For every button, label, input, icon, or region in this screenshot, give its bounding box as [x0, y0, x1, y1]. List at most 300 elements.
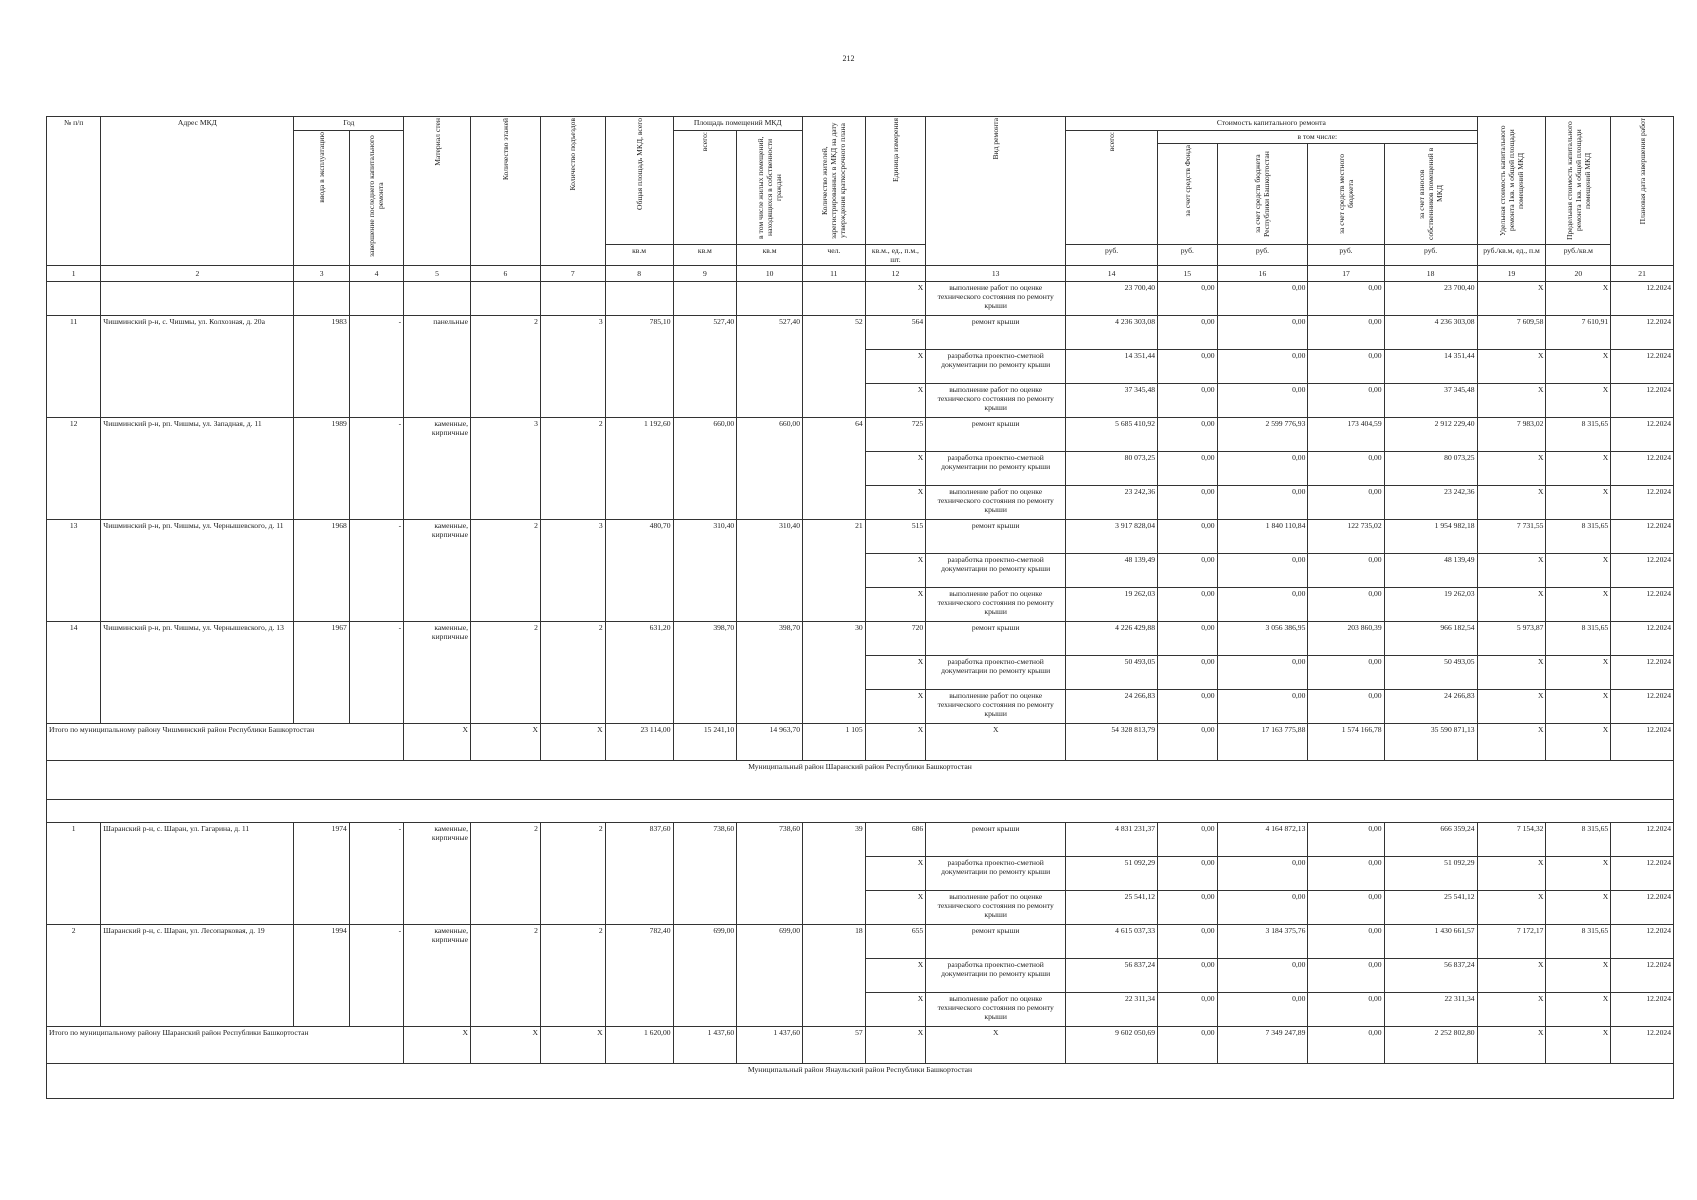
cell-work: ремонт крыши: [926, 622, 1066, 656]
cell-plan-date: 12.2024: [1611, 1027, 1674, 1064]
cell-unit: 725: [865, 418, 926, 452]
cell-cost-fund: 0,00: [1158, 452, 1218, 486]
hdr-premises-private: в том числе жилых помещений, находящихся в собственности граждан: [756, 136, 784, 239]
unit-rub: руб.: [1384, 245, 1477, 266]
hdr-unit-cost: Удельная стоимость капитального ремонта 1кв. м общей площади помещений МКД: [1498, 125, 1525, 236]
cell-plan-date: 12.2024: [1611, 350, 1674, 384]
cell-cost-local: 0,00: [1308, 282, 1384, 316]
cell-unit: 564: [865, 316, 926, 350]
hdr-plan-date: Плановая дата завершения работ: [1637, 118, 1647, 225]
cell-unit: X: [865, 993, 926, 1027]
cell-cost-total: 48 139,49: [1066, 554, 1158, 588]
cell-cost-fund: 0,00: [1158, 959, 1218, 993]
col-num: 21: [1611, 266, 1674, 282]
cell-premises-total: 660,00: [673, 418, 737, 520]
cell-floors: 2: [470, 520, 540, 622]
cell-premises-total: 15 241,10: [673, 724, 737, 761]
cell-premises-total: 1 437,60: [673, 1027, 737, 1064]
cell-unit: X: [865, 486, 926, 520]
col-num: 13: [926, 266, 1066, 282]
cell-cost-local: 0,00: [1308, 350, 1384, 384]
cell-plan-date: 12.2024: [1611, 823, 1674, 857]
col-num: 16: [1217, 266, 1308, 282]
cell-unit: X: [865, 656, 926, 690]
cell-year-last-repair: -: [349, 622, 403, 724]
unit-sqm: кв.м: [673, 245, 737, 266]
cell-wall-material: каменные, кирпичные: [404, 823, 471, 925]
cell-cost-total: 5 685 410,92: [1066, 418, 1158, 452]
cell-cost-fund: 0,00: [1158, 690, 1218, 724]
cell-cost-total: 4 615 037,33: [1066, 925, 1158, 959]
cell-residents: 52: [803, 316, 866, 418]
cell-cost-fund: 0,00: [1158, 925, 1218, 959]
cell-cost-republic: 0,00: [1217, 690, 1308, 724]
cell-cost-owners: 1 954 982,18: [1384, 520, 1477, 554]
cell-unit-cost: X: [1477, 690, 1546, 724]
cell-plan-date: 12.2024: [1611, 554, 1674, 588]
cell-unit: 686: [865, 823, 926, 857]
hdr-incl: в том числе:: [1158, 131, 1478, 144]
cell-floors: 2: [470, 622, 540, 724]
cell-cost-republic: 7 349 247,89: [1217, 1027, 1308, 1064]
cell-cost-republic: 0,00: [1217, 588, 1308, 622]
column-numbers-row: [47, 266, 1674, 282]
cell-cost-fund: 0,00: [1158, 350, 1218, 384]
cell-plan-date: 12.2024: [1611, 282, 1674, 316]
hdr-premises-area: Площадь помещений МКД: [673, 117, 802, 131]
cell-cost-owners: 56 837,24: [1384, 959, 1477, 993]
cell-year-last-repair: -: [349, 520, 403, 622]
cell-premises-total: 527,40: [673, 316, 737, 418]
cell-cost-fund: 0,00: [1158, 316, 1218, 350]
cell-address: Шаранский р-н, с. Шаран, ул. Гагарина, д. 11: [101, 823, 294, 925]
hdr-residents: Количество жителей, зарегистрированных в МКД на дату утверждения краткосрочного плана: [820, 122, 848, 239]
cell-cost-fund: 0,00: [1158, 520, 1218, 554]
cell-plan-date: 12.2024: [1611, 316, 1674, 350]
cell-cost-owners: 23 242,36: [1384, 486, 1477, 520]
cell-residents: 21: [803, 520, 866, 622]
total-label: Итого по муниципальному району Шаранский район Республики Башкортостан: [47, 1027, 404, 1064]
cell-cost-republic: 0,00: [1217, 891, 1308, 925]
cell-premises-private: 527,40: [737, 316, 803, 418]
cell-unit-cost: 7 172,17: [1477, 925, 1546, 959]
cell-max-cost: X: [1546, 959, 1611, 993]
cell-unit-cost: X: [1477, 554, 1546, 588]
table-row: [47, 282, 1674, 316]
cell-cost-owners: 48 139,49: [1384, 554, 1477, 588]
cell-work: разработка проектно-сметной документации по ремонту крыши: [926, 959, 1066, 993]
unit-rub: руб.: [1308, 245, 1384, 266]
cell-unit: X: [865, 891, 926, 925]
cell-unit: X: [865, 350, 926, 384]
cell-max-cost: X: [1546, 282, 1611, 316]
cell-premises-private: 738,60: [737, 823, 803, 925]
cell-unit: X: [865, 690, 926, 724]
cell-cost-fund: 0,00: [1158, 418, 1218, 452]
cell-max-cost: X: [1546, 384, 1611, 418]
cell-max-cost: X: [1546, 857, 1611, 891]
cell-wall-material: X: [404, 724, 471, 761]
cell-cost-owners: 2 912 229,40: [1384, 418, 1477, 452]
cell-cost-total: 4 831 231,37: [1066, 823, 1158, 857]
hdr-entrances: Количество подъездов: [568, 118, 578, 191]
cell-cost-total: 37 345,48: [1066, 384, 1158, 418]
section-title: Муниципальный район Янаульский район Республики Башкортостан: [47, 1064, 1674, 1099]
cell-unit-cost: X: [1477, 384, 1546, 418]
cell-plan-date: 12.2024: [1611, 993, 1674, 1027]
cell-unit-cost: X: [1477, 1027, 1546, 1064]
cell-cost-republic: 0,00: [1217, 452, 1308, 486]
cell-cost-republic: 0,00: [1217, 959, 1308, 993]
cell-residents: 18: [803, 925, 866, 1027]
table-row: [47, 925, 1674, 959]
table-row: [47, 418, 1674, 452]
cell-total-area: 23 114,00: [605, 724, 673, 761]
cell-premises-total: 398,70: [673, 622, 737, 724]
cell-cost-total: 23 242,36: [1066, 486, 1158, 520]
unit-rub-unit: руб./кв.м, ед., п.м: [1477, 245, 1546, 266]
cell-unit: X: [865, 282, 926, 316]
cell-cost-owners: 51 092,29: [1384, 857, 1477, 891]
cell-entrances: 3: [540, 316, 605, 418]
cell-wall-material: каменные, кирпичные: [404, 925, 471, 1027]
cell-max-cost: X: [1546, 588, 1611, 622]
hdr-unit: Единица измерения: [890, 118, 900, 182]
cell-max-cost: X: [1546, 993, 1611, 1027]
col-num: 2: [101, 266, 294, 282]
cell-max-cost: 8 315,65: [1546, 520, 1611, 554]
cell-cost-total: 50 493,05: [1066, 656, 1158, 690]
cell-max-cost: 8 315,65: [1546, 418, 1611, 452]
hdr-floors: Количество этажей: [500, 118, 510, 181]
cell-premises-private: 310,40: [737, 520, 803, 622]
section-row: [47, 761, 1674, 800]
cell-floors: 2: [470, 823, 540, 925]
cell-work: выполнение работ по оценке технического состояния по ремонту крыши: [926, 891, 1066, 925]
unit-rub: руб.: [1217, 245, 1308, 266]
cell-residents: 39: [803, 823, 866, 925]
cell-premises-total: 310,40: [673, 520, 737, 622]
cell-unit-cost: 7 983,02: [1477, 418, 1546, 452]
cell-cost-total: 56 837,24: [1066, 959, 1158, 993]
cell-n: 1: [47, 823, 101, 925]
cell-cost-total: 3 917 828,04: [1066, 520, 1158, 554]
cell-work: X: [926, 724, 1066, 761]
cell-max-cost: 8 315,65: [1546, 622, 1611, 656]
cell-entrances: 2: [540, 418, 605, 520]
table-row: [47, 823, 1674, 857]
cell-cost-fund: 0,00: [1158, 891, 1218, 925]
cell-plan-date: 12.2024: [1611, 891, 1674, 925]
cell-entrances: X: [540, 724, 605, 761]
cell-work: разработка проектно-сметной документации по ремонту крыши: [926, 452, 1066, 486]
section-row: [47, 1064, 1674, 1099]
cell-year-last-repair: -: [349, 823, 403, 925]
cell-cost-total: 54 328 813,79: [1066, 724, 1158, 761]
cell-unit: X: [865, 452, 926, 486]
cell-work: выполнение работ по оценке технического состояния по ремонту крыши: [926, 384, 1066, 418]
cell-n: 2: [47, 925, 101, 1027]
cell-unit-cost: 5 973,87: [1477, 622, 1546, 656]
cell-cost-republic: 0,00: [1217, 282, 1308, 316]
cell-cost-republic: 3 056 386,95: [1217, 622, 1308, 656]
col-num: 6: [470, 266, 540, 282]
cell-cost-total: 25 541,12: [1066, 891, 1158, 925]
cell-plan-date: 12.2024: [1611, 384, 1674, 418]
hdr-wall-material: Материал стен: [432, 118, 442, 166]
cell-max-cost: X: [1546, 350, 1611, 384]
cell-unit: 655: [865, 925, 926, 959]
table-row: [47, 622, 1674, 656]
cell-cost-local: 0,00: [1308, 690, 1384, 724]
cell-year-commission: 1983: [294, 316, 349, 418]
cell-work: ремонт крыши: [926, 823, 1066, 857]
cell-year-last-repair: -: [349, 316, 403, 418]
cell-max-cost: 8 315,65: [1546, 823, 1611, 857]
cell-total-area: 480,70: [605, 520, 673, 622]
unit-sqm: кв.м: [737, 245, 803, 266]
cell-plan-date: 12.2024: [1611, 418, 1674, 452]
cell-max-cost: X: [1546, 554, 1611, 588]
cell-plan-date: 12.2024: [1611, 690, 1674, 724]
cell-floors: X: [470, 1027, 540, 1064]
cell-cost-local: 0,00: [1308, 1027, 1384, 1064]
hdr-cost-total: всего:: [1107, 132, 1117, 152]
cell-cost-owners: 14 351,44: [1384, 350, 1477, 384]
hdr-n: № п/п: [47, 117, 101, 266]
cell-max-cost: X: [1546, 486, 1611, 520]
cell-max-cost: X: [1546, 690, 1611, 724]
cell-plan-date: 12.2024: [1611, 486, 1674, 520]
cell-work: ремонт крыши: [926, 316, 1066, 350]
cell-year-last-repair: -: [349, 925, 403, 1027]
cell-work: разработка проектно-сметной документации по ремонту крыши: [926, 656, 1066, 690]
col-num: 14: [1066, 266, 1158, 282]
cell-unit-cost: 7 731,55: [1477, 520, 1546, 554]
cell-wall-material: каменные, кирпичные: [404, 622, 471, 724]
cell-cost-local: 0,00: [1308, 891, 1384, 925]
unit-rub: руб.: [1158, 245, 1218, 266]
cell-plan-date: 12.2024: [1611, 656, 1674, 690]
cell-floors: 3: [470, 418, 540, 520]
cell-n: 13: [47, 520, 101, 622]
cell-cost-fund: 0,00: [1158, 282, 1218, 316]
cell-premises-private: 1 437,60: [737, 1027, 803, 1064]
cell-plan-date: 12.2024: [1611, 588, 1674, 622]
cell-cost-fund: 0,00: [1158, 724, 1218, 761]
cell-cost-republic: 0,00: [1217, 384, 1308, 418]
cell-year-commission: 1994: [294, 925, 349, 1027]
cell-address: Чишминский р-н, рп. Чишмы, ул. Чернышевского, д. 13: [101, 622, 294, 724]
cell-premises-private: 14 963,70: [737, 724, 803, 761]
cell-plan-date: 12.2024: [1611, 452, 1674, 486]
cell-cost-owners: 666 359,24: [1384, 823, 1477, 857]
cell-premises-private: 660,00: [737, 418, 803, 520]
cell-year-commission: 1968: [294, 520, 349, 622]
cell-cost-fund: 0,00: [1158, 1027, 1218, 1064]
cell-cost-total: 4 226 429,88: [1066, 622, 1158, 656]
hdr-cost-republic: за счет средств бюджета Республики Башкортостан: [1253, 151, 1272, 237]
cell-cost-owners: 24 266,83: [1384, 690, 1477, 724]
cell-residents: 64: [803, 418, 866, 520]
col-num: 15: [1158, 266, 1218, 282]
cell-work: выполнение работ по оценке технического состояния по ремонту крыши: [926, 690, 1066, 724]
cell-cost-local: 0,00: [1308, 959, 1384, 993]
cell-unit-cost: X: [1477, 993, 1546, 1027]
cell-cost-local: 0,00: [1308, 316, 1384, 350]
hdr-year-last-repair: завершение последнего капитального ремонта: [367, 135, 386, 257]
cell-cost-total: 19 262,03: [1066, 588, 1158, 622]
unit-rub-sqm: руб./кв.м: [1546, 245, 1611, 266]
cell-plan-date: 12.2024: [1611, 724, 1674, 761]
unit-rub: руб.: [1066, 245, 1158, 266]
cell-cost-total: 4 236 303,08: [1066, 316, 1158, 350]
cell-unit: X: [865, 959, 926, 993]
cell-cost-total: 23 700,40: [1066, 282, 1158, 316]
cell-cost-owners: 23 700,40: [1384, 282, 1477, 316]
cell-max-cost: 7 610,91: [1546, 316, 1611, 350]
col-num: 18: [1384, 266, 1477, 282]
cell-unit: X: [865, 588, 926, 622]
cell-wall-material: каменные, кирпичные: [404, 520, 471, 622]
cell-cost-local: 0,00: [1308, 554, 1384, 588]
col-num: 19: [1477, 266, 1546, 282]
cell-cost-republic: 0,00: [1217, 316, 1308, 350]
spacer-row: [47, 800, 1674, 823]
hdr-premises-total: всего:: [700, 132, 710, 152]
unit-sqm: кв.м: [605, 245, 673, 266]
cell-cost-owners: 35 590 871,13: [1384, 724, 1477, 761]
cell-cost-owners: 37 345,48: [1384, 384, 1477, 418]
cell-cost-local: 0,00: [1308, 656, 1384, 690]
cell-year-commission: 1989: [294, 418, 349, 520]
cell-cost-local: 0,00: [1308, 452, 1384, 486]
cell-cost-local: 122 735,02: [1308, 520, 1384, 554]
cell-total-area: 785,10: [605, 316, 673, 418]
cell-cost-republic: 2 599 776,93: [1217, 418, 1308, 452]
cell-cost-owners: 966 182,54: [1384, 622, 1477, 656]
cell-work: разработка проектно-сметной документации по ремонту крыши: [926, 554, 1066, 588]
hdr-total-area: Общая площадь МКД, всего: [634, 118, 644, 210]
cell-work: ремонт крыши: [926, 925, 1066, 959]
total-row: [47, 1027, 1674, 1064]
cell-unit-cost: X: [1477, 857, 1546, 891]
cell-n: 14: [47, 622, 101, 724]
cell-premises-total: 699,00: [673, 925, 737, 1027]
col-num: 8: [605, 266, 673, 282]
cell-plan-date: 12.2024: [1611, 925, 1674, 959]
hdr-cost-fund: за счет средств Фонда: [1182, 145, 1192, 217]
cell-cost-republic: 4 164 872,13: [1217, 823, 1308, 857]
cell-wall-material: X: [404, 1027, 471, 1064]
cell-cost-fund: 0,00: [1158, 656, 1218, 690]
cell-cost-fund: 0,00: [1158, 588, 1218, 622]
cell-wall-material: каменные, кирпичные: [404, 418, 471, 520]
cell-unit-cost: X: [1477, 959, 1546, 993]
cell-premises-private: 699,00: [737, 925, 803, 1027]
cell-total-area: 782,40: [605, 925, 673, 1027]
cell-cost-total: 14 351,44: [1066, 350, 1158, 384]
hdr-address: Адрес МКД: [101, 117, 294, 266]
cell-max-cost: X: [1546, 724, 1611, 761]
cell-cost-fund: 0,00: [1158, 554, 1218, 588]
cell-unit: 720: [865, 622, 926, 656]
cell-cost-republic: 0,00: [1217, 350, 1308, 384]
cell-max-cost: X: [1546, 1027, 1611, 1064]
hdr-max-cost: Предельная стоимость капитального ремонта 1кв. м общей площади помещений МКД: [1564, 121, 1592, 240]
total-label: Итого по муниципальному району Чишминский район Республики Башкортостан: [47, 724, 404, 761]
cell-cost-total: 22 311,34: [1066, 993, 1158, 1027]
table-row: [47, 520, 1674, 554]
cell-cost-local: 1 574 166,78: [1308, 724, 1384, 761]
hdr-cost-group: Стоимость капитального ремонта: [1066, 117, 1477, 131]
cell-max-cost: 8 315,65: [1546, 925, 1611, 959]
cell-work: разработка проектно-сметной документации по ремонту крыши: [926, 350, 1066, 384]
cell-cost-republic: 0,00: [1217, 554, 1308, 588]
cell-cost-fund: 0,00: [1158, 823, 1218, 857]
cell-max-cost: X: [1546, 891, 1611, 925]
col-num: 20: [1546, 266, 1611, 282]
cell-total-area: 631,20: [605, 622, 673, 724]
cell-wall-material: панельные: [404, 316, 471, 418]
cell-cost-fund: 0,00: [1158, 486, 1218, 520]
col-num: 12: [865, 266, 926, 282]
cell-n: 11: [47, 316, 101, 418]
cell-unit-cost: 7 154,32: [1477, 823, 1546, 857]
cell-unit-cost: X: [1477, 486, 1546, 520]
cell-residents: 57: [803, 1027, 866, 1064]
unit-measure: кв.м., ед., п.м., шт.: [865, 245, 926, 266]
cell-residents: 30: [803, 622, 866, 724]
cell-residents: 1 105: [803, 724, 866, 761]
col-num: 17: [1308, 266, 1384, 282]
col-num: 4: [349, 266, 403, 282]
hdr-cost-owners: за счет взносов собственников помещений в МКД: [1417, 147, 1445, 241]
cell-unit: X: [865, 384, 926, 418]
cell-cost-owners: 22 311,34: [1384, 993, 1477, 1027]
cell-cost-local: 0,00: [1308, 857, 1384, 891]
cell-unit-cost: X: [1477, 350, 1546, 384]
cell-cost-republic: 0,00: [1217, 486, 1308, 520]
cell-cost-total: 80 073,25: [1066, 452, 1158, 486]
cell-entrances: 2: [540, 823, 605, 925]
cell-unit: X: [865, 857, 926, 891]
cell-floors: X: [470, 724, 540, 761]
cell-cost-owners: 25 541,12: [1384, 891, 1477, 925]
cell-cost-owners: 80 073,25: [1384, 452, 1477, 486]
cell-cost-total: 24 266,83: [1066, 690, 1158, 724]
cell-cost-local: 0,00: [1308, 384, 1384, 418]
cell-address: Чишминский р-н, с. Чишмы, ул. Колхозная, д. 20а: [101, 316, 294, 418]
cell-premises-total: 738,60: [673, 823, 737, 925]
cell-plan-date: 12.2024: [1611, 520, 1674, 554]
col-num: 5: [404, 266, 471, 282]
col-num: 1: [47, 266, 101, 282]
col-num: 10: [737, 266, 803, 282]
col-num: 11: [803, 266, 866, 282]
cell-cost-local: 0,00: [1308, 925, 1384, 959]
cell-floors: 2: [470, 925, 540, 1027]
cell-total-area: 1 620,00: [605, 1027, 673, 1064]
cell-cost-local: 0,00: [1308, 486, 1384, 520]
cell-unit-cost: X: [1477, 656, 1546, 690]
cell-unit-cost: 7 609,58: [1477, 316, 1546, 350]
cell-address: Чишминский р-н, рп. Чишмы, ул. Западная, д. 11: [101, 418, 294, 520]
cell-work: выполнение работ по оценке технического состояния по ремонту крыши: [926, 486, 1066, 520]
cell-unit: 515: [865, 520, 926, 554]
cell-cost-republic: 0,00: [1217, 857, 1308, 891]
hdr-repair-type: Вид ремонта: [991, 118, 1001, 160]
